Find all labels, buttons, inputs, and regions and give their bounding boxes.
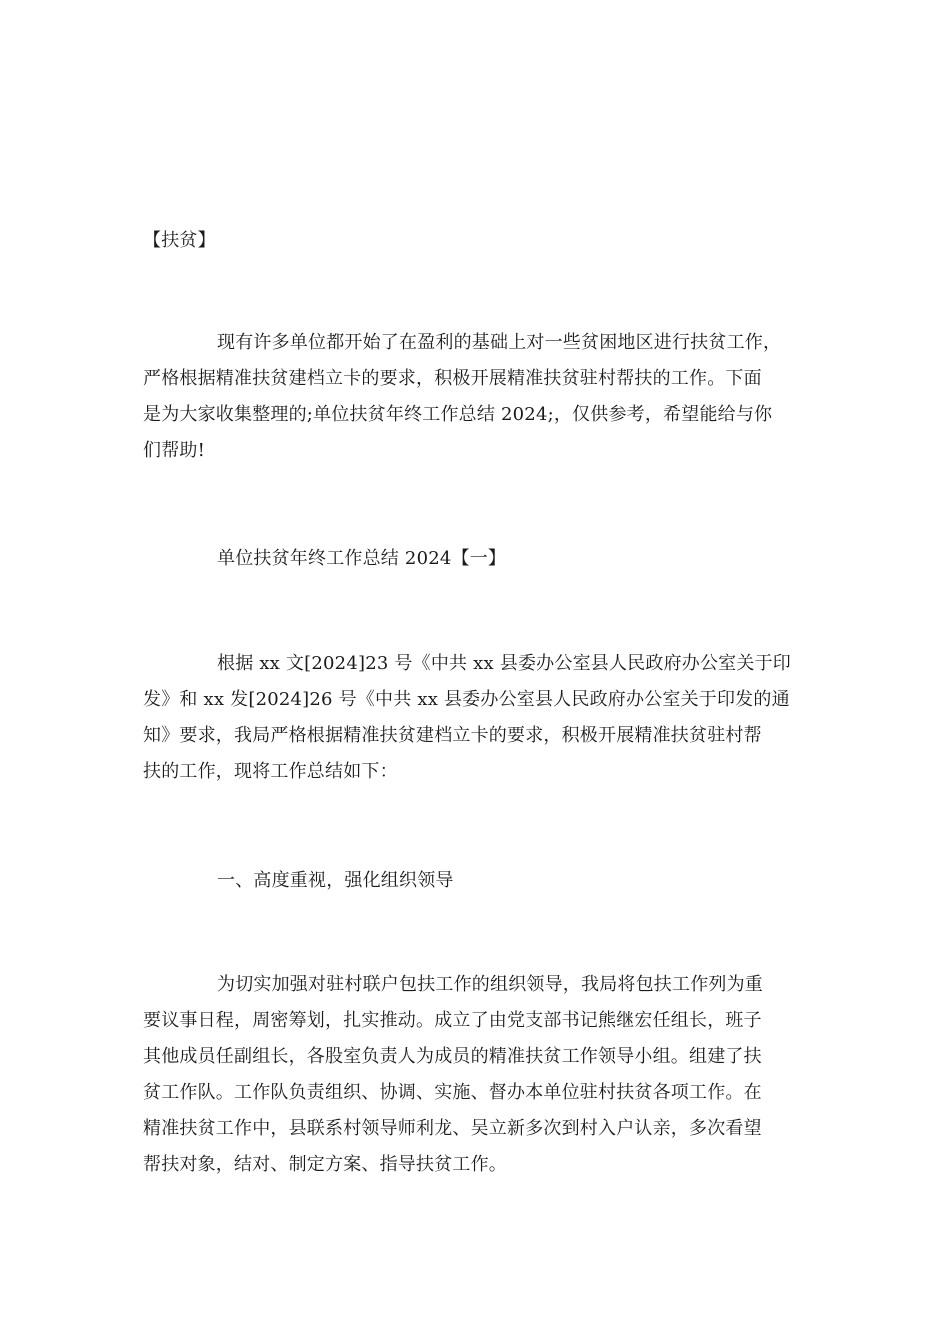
- paragraph-line: 知》要求，我局严格根据精准扶贫建档立卡的要求，积极开展精准扶贫驻村帮: [143, 725, 762, 746]
- paragraph-line: 扶的工作，现将工作总结如下：: [143, 761, 398, 782]
- paragraph-2: [143, 967, 823, 1183]
- subheading-text: 一、高度重视，强化组织领导: [217, 870, 454, 891]
- subheading-1: [143, 863, 823, 899]
- paragraph-1: [143, 646, 823, 790]
- paragraph-line: 其他成员任副组长，各股室负责人为成员的精准扶贫工作领导小组。组建了扶: [143, 1046, 762, 1067]
- paragraph-line: 贫工作队。工作队负责组织、协调、实施、督办本单位驻村扶贫各项工作。在: [143, 1082, 762, 1103]
- paragraph-line: 为切实加强对驻村联户包扶工作的组织领导，我局将包扶工作列为重: [217, 974, 763, 995]
- paragraph-line: 精准扶贫工作中，县联系村领导师利龙、吴立新多次到村入户认亲，多次看望: [143, 1118, 762, 1139]
- section-title: [143, 541, 823, 577]
- intro-paragraph: [143, 325, 823, 469]
- paragraph-line: 要议事日程，周密筹划，扎实推动。成立了由党支部书记熊继宏任组长，班子: [143, 1010, 762, 1031]
- paragraph-line: 根据 xx 文[2024]23 号《中共 xx 县委办公室县人民政府办公室关于印: [217, 653, 791, 674]
- tag-heading-text: 【扶贫】: [143, 230, 216, 251]
- section-title-text: 单位扶贫年终工作总结 2024【一】: [217, 548, 507, 569]
- paragraph-line: 发》和 xx 发[2024]26 号《中共 xx 县委办公室县人民政府办公室关于印发的通: [143, 689, 790, 710]
- tag-heading: [143, 223, 823, 259]
- intro-line: 现有许多单位都开始了在盈利的基础上对一些贫困地区进行扶贫工作，: [217, 332, 782, 353]
- intro-line: 严格根据精准扶贫建档立卡的要求，积极开展精准扶贫驻村帮扶的工作。下面: [143, 368, 762, 389]
- intro-line: 是为大家收集整理的;单位扶贫年终工作总结 2024;，仅供参考，希望能给与你: [143, 404, 773, 425]
- intro-line: 们帮助!: [143, 440, 206, 461]
- paragraph-line: 帮扶对象，结对、制定方案、指导扶贫工作。: [143, 1154, 507, 1175]
